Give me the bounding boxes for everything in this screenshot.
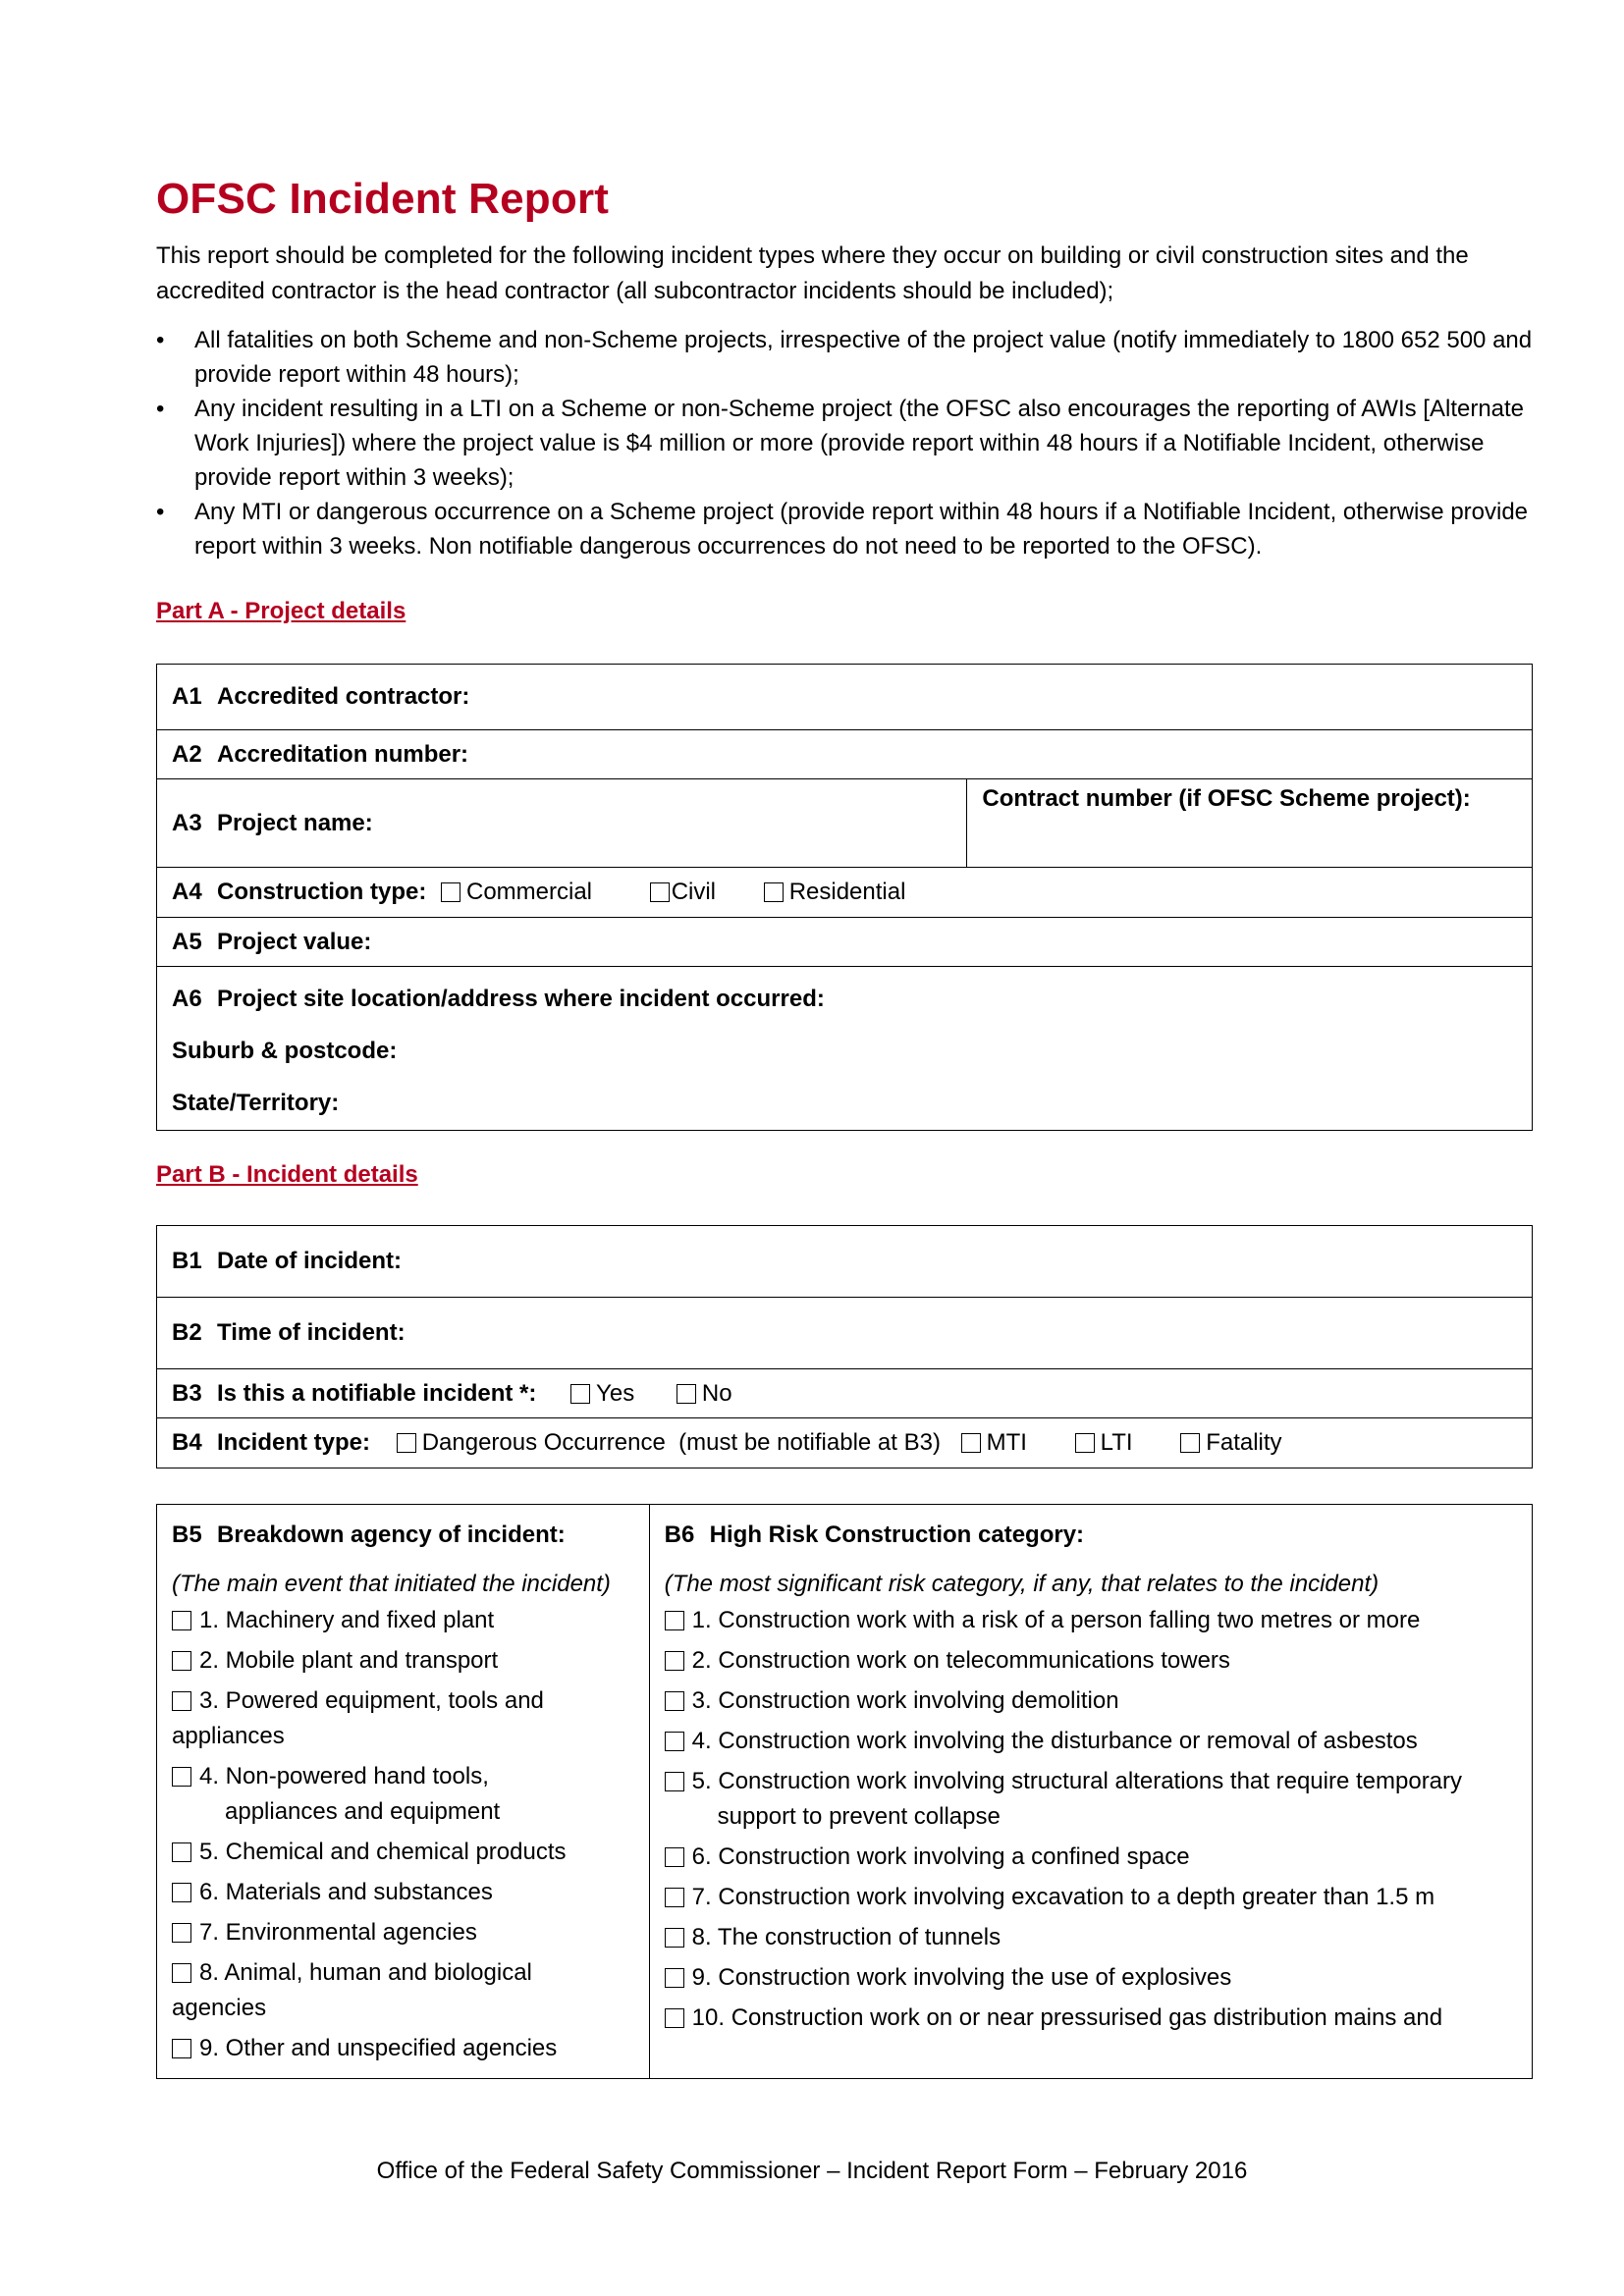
incident-type-list: [156, 323, 1533, 563]
page-footer: Office of the Federal Safety Commissioner – Incident Report Form – February 2016: [376, 2158, 1248, 2184]
checkbox[interactable]: [665, 1888, 684, 1907]
list-item[interactable]: 5. Construction work involving structural alterations that require temporary support to prevent collapse: [665, 1764, 1517, 1835]
yes-option[interactable]: Yes: [570, 1380, 634, 1408]
checkbox[interactable]: [397, 1433, 416, 1453]
checkbox[interactable]: [172, 1883, 191, 1902]
no-option[interactable]: No: [677, 1380, 732, 1408]
b5-note: (The main event that initiated the incident): [172, 1571, 611, 1597]
accreditation-number-field[interactable]: A2 Accreditation number:: [157, 730, 1533, 779]
checkbox[interactable]: [172, 1767, 191, 1787]
checkbox[interactable]: [665, 1968, 684, 1988]
checkbox[interactable]: [172, 1651, 191, 1671]
residential-option[interactable]: Residential: [764, 879, 906, 906]
part-a-table: [156, 664, 1533, 1131]
list-item[interactable]: 8. Animal, human and biological agencies: [172, 1959, 532, 2021]
checkbox[interactable]: [1180, 1433, 1200, 1453]
list-item[interactable]: 9. Other and unspecified agencies: [172, 2031, 634, 2066]
part-b-table: [156, 1225, 1533, 1468]
list-item: • Any MTI or dangerous occurrence on a Scheme project (provide report within 48 hours if a Notifiable Incident, otherwise provide report within 3 weeks. Non notifiable dangerous occurrences do not need to be reported to the OFSC).: [156, 499, 1529, 560]
row-b3: B3 Is this a notifiable incident *: Yes No: [157, 1369, 1533, 1418]
row-b2: [157, 1298, 1533, 1369]
checkbox[interactable]: [677, 1384, 696, 1404]
checkbox[interactable]: [1075, 1433, 1095, 1453]
row-a2: [157, 730, 1533, 779]
list-item[interactable]: 2. Mobile plant and transport: [172, 1643, 634, 1679]
checkbox[interactable]: [665, 1772, 684, 1791]
list-item[interactable]: 1. Construction work with a risk of a person falling two metres or more: [665, 1603, 1517, 1638]
suburb-postcode-label: Suburb & postcode:: [172, 1038, 398, 1064]
list-item[interactable]: 7. Construction work involving excavation to a depth greater than 1.5 m: [665, 1880, 1517, 1915]
commercial-option[interactable]: Commercial: [441, 879, 592, 906]
checkbox[interactable]: [172, 1691, 191, 1711]
list-item[interactable]: 10. Construction work on or near pressurised gas distribution mains and: [665, 2001, 1517, 2036]
list-item[interactable]: 1. Machinery and fixed plant: [172, 1603, 634, 1638]
list-item[interactable]: 3. Powered equipment, tools and appliances: [172, 1687, 544, 1749]
checkbox[interactable]: [764, 882, 784, 902]
list-item: • All fatalities on both Scheme and non-Scheme projects, irrespective of the project value (notify immediately to 1800 652 500 and provide report within 48 hours);: [156, 327, 1533, 388]
part-b-heading: Part B - Incident details: [156, 1161, 418, 1188]
b6-note: (The most significant risk category, if any, that relates to the incident): [664, 1571, 1380, 1597]
checkbox[interactable]: [665, 1847, 684, 1867]
checkbox[interactable]: [665, 1691, 684, 1711]
list-item[interactable]: 6. Construction work involving a confined space: [665, 1840, 1517, 1875]
checkbox[interactable]: [172, 1963, 191, 1983]
checkbox[interactable]: [665, 1732, 684, 1751]
civil-option[interactable]: Civil: [650, 879, 716, 906]
checkbox[interactable]: [665, 1611, 684, 1630]
list-item[interactable]: 9. Construction work involving the use of explosives: [665, 1960, 1517, 1996]
row-b1: [157, 1226, 1533, 1298]
contract-number-field[interactable]: Contract number (if OFSC Scheme project):: [967, 779, 1533, 868]
checkbox[interactable]: [961, 1433, 981, 1453]
row-a5: [157, 918, 1533, 967]
checkbox[interactable]: [665, 1651, 684, 1671]
list-item[interactable]: 5. Chemical and chemical products: [172, 1835, 634, 1870]
b6-list: [665, 1603, 1517, 2036]
row-a1: [157, 665, 1533, 730]
state-territory-label: State/Territory:: [172, 1090, 340, 1116]
project-value-field[interactable]: A5 Project value:: [157, 918, 1533, 967]
checkbox[interactable]: [665, 2008, 684, 2028]
date-of-incident-field[interactable]: B1 Date of incident:: [157, 1226, 1533, 1298]
list-item[interactable]: 6. Materials and substances: [172, 1875, 634, 1910]
lti-option[interactable]: LTI: [1075, 1429, 1133, 1457]
row-b4: B4 Incident type: Dangerous Occurrence (must be notifiable at B3) MTI LTI Fatality: [157, 1418, 1533, 1468]
time-of-incident-field[interactable]: B2 Time of incident:: [157, 1298, 1533, 1369]
b6-high-risk-category: B6 High Risk Construction category: (The most significant risk category, if any, that relates to the incident) 1. Construction work with a risk of a person falling two metres or more 2. Construction work on telecommunications towers 3. Construction work involving demolition 4. Construction work involving the disturbance or removal of asbestos 5. Construction work involving structural alterations that require temporary support to prevent collapse 6. Construction work involving a confined space 7. Construction work involving excavation to a depth greater than 1.5 m 8. The construction of tunnels 9. Construction work involving the use of explosives 10. Construction work on or near pressurised gas distribution mains and: [649, 1505, 1532, 2079]
dangerous-occurrence-option[interactable]: Dangerous Occurrence (must be notifiable at B3): [397, 1429, 941, 1457]
fatality-option[interactable]: Fatality: [1180, 1429, 1281, 1457]
intro-paragraph: This report should be completed for the following incident types where they occur on building or civil construction sites and the accredited contractor is the head contractor (all subcontractor incidents should be included);: [156, 242, 1469, 304]
report-page: [156, 172, 1533, 2079]
list-item[interactable]: 2. Construction work on telecommunications towers: [665, 1643, 1517, 1679]
checkbox[interactable]: [665, 1928, 684, 1948]
accredited-contractor-field[interactable]: A1 Accredited contractor:: [157, 665, 1533, 730]
list-item[interactable]: 7. Environmental agencies: [172, 1915, 634, 1950]
b5-list: [172, 1603, 634, 2066]
b5-breakdown-agency: B5 Breakdown agency of incident: (The main event that initiated the incident) 1. Machinery and fixed plant 2. Mobile plant and transport 3. Powered equipment, tools and appliances 4. Non-powered hand tools, appliances and equipment 5. Chemical and chemical products 6. Materials and substances 7. Environmental agencies 8. Animal, human and biological agencies 9. Other and unspecified agencies: [157, 1505, 650, 2079]
list-item[interactable]: 8. The construction of tunnels: [665, 1920, 1517, 1955]
list-item[interactable]: 4. Non-powered hand tools, appliances and equipment: [172, 1759, 634, 1830]
row-a4: A4 Construction type: Commercial Civil Residential: [157, 868, 1533, 918]
checkbox[interactable]: [441, 882, 460, 902]
part-a-heading: Part A - Project details: [156, 598, 406, 624]
site-location-field[interactable]: A6 Project site location/address where incident occurred: Suburb & postcode: State/Territory:: [157, 967, 1533, 1131]
checkbox[interactable]: [570, 1384, 590, 1404]
page-title: OFSC Incident Report: [156, 175, 610, 223]
row-a6: [157, 967, 1533, 1131]
mti-option[interactable]: MTI: [961, 1429, 1027, 1457]
row-a3: [157, 779, 1533, 868]
checkbox[interactable]: [650, 882, 670, 902]
project-name-field[interactable]: A3 Project name:: [157, 779, 967, 868]
part-b-categories-table: [156, 1504, 1533, 2079]
checkbox[interactable]: [172, 2039, 191, 2058]
checkbox[interactable]: [172, 1842, 191, 1862]
list-item: • Any incident resulting in a LTI on a Scheme or non-Scheme project (the OFSC also encourages the reporting of AWIs [Alternate Work Injuries]) where the project value is $4 million or more (provide report within 48 hours if a Notifiable Incident, otherwise provide report within 3 weeks);: [156, 396, 1525, 491]
checkbox[interactable]: [172, 1611, 191, 1630]
checkbox[interactable]: [172, 1923, 191, 1943]
list-item[interactable]: 3. Construction work involving demolition: [665, 1683, 1517, 1719]
list-item[interactable]: 4. Construction work involving the disturbance or removal of asbestos: [665, 1724, 1517, 1759]
